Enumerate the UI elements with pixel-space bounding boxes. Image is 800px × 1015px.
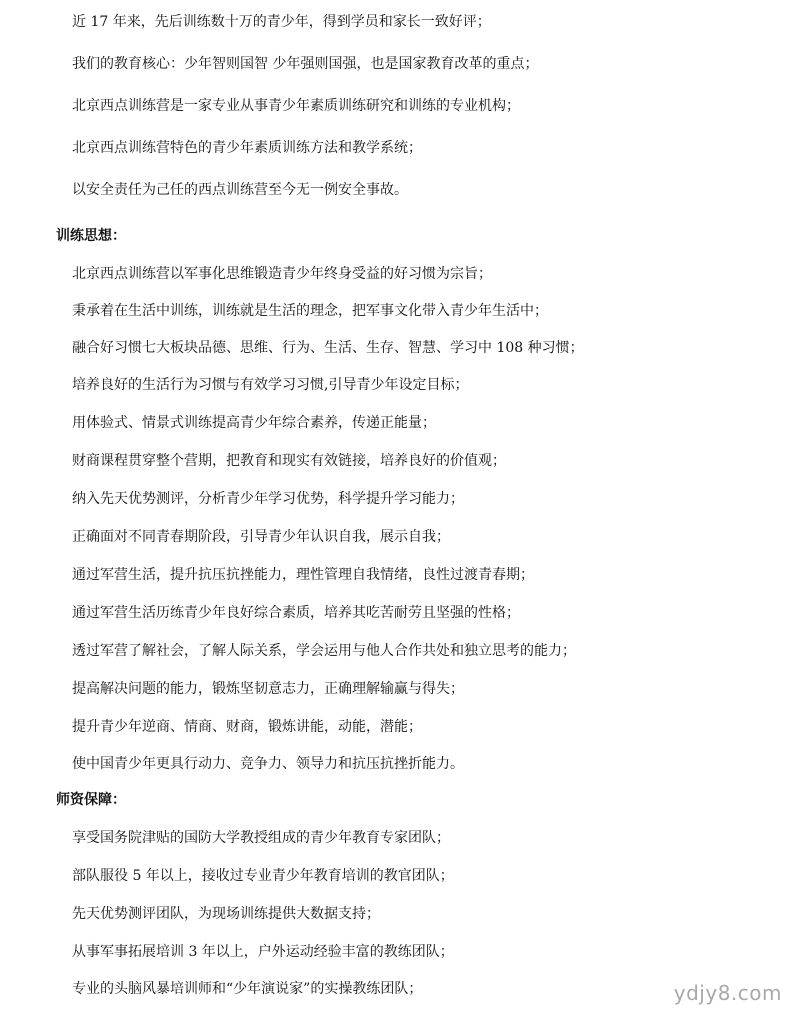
training-line-2: 秉承着在生活中训练，训练就是生活的理念，把军事文化带入青少年生活中；	[72, 303, 548, 319]
training-line-3: 融合好习惯七大板块品德、思维、行为、生活、生存、智慧、学习中 108 种习惯；	[72, 340, 584, 356]
training-heading: 训练思想：	[56, 228, 126, 244]
training-line-13: 提升青少年逆商、情商、财商，锻炼讲能，动能，潜能；	[72, 719, 422, 735]
faculty-line-4: 从事军事拓展培训 3 年以上，户外运动经验丰富的教练团队；	[72, 944, 454, 960]
training-line-14: 使中国青少年更具行动力、竞争力、领导力和抗压抗挫折能力。	[72, 756, 464, 772]
intro-line-5: 以安全责任为己任的西点训练营至今无一例安全事故。	[72, 182, 408, 198]
training-line-1: 北京西点训练营以军事化思维锻造青少年终身受益的好习惯为宗旨；	[72, 266, 492, 282]
training-line-4: 培养良好的生活行为习惯与有效学习习惯,引导青少年设定目标；	[72, 377, 469, 393]
training-line-11: 透过军营了解社会，了解人际关系，学会运用与他人合作共处和独立思考的能力；	[72, 643, 576, 659]
training-line-8: 正确面对不同青春期阶段，引导青少年认识自我，展示自我；	[72, 529, 450, 545]
training-line-10: 通过军营生活历练青少年良好综合素质，培养其吃苦耐劳且坚强的性格；	[72, 605, 520, 621]
training-line-5: 用体验式、情景式训练提高青少年综合素养，传递正能量；	[72, 415, 436, 431]
training-line-12: 提高解决问题的能力，锻炼坚韧意志力，正确理解输赢与得失；	[72, 681, 464, 697]
faculty-line-2: 部队服役 5 年以上，接收过专业青少年教育培训的教官团队；	[72, 868, 454, 884]
training-line-6: 财商课程贯穿整个营期，把教育和现实有效链接，培养良好的价值观；	[72, 453, 506, 469]
faculty-heading: 师资保障：	[56, 792, 126, 808]
intro-line-2: 我们的教育核心：少年智则国智 少年强则国强，也是国家教育改革的重点；	[72, 56, 539, 72]
intro-line-4: 北京西点训练营特色的青少年素质训练方法和教学系统；	[72, 140, 422, 156]
faculty-line-1: 享受国务院津贴的国防大学教授组成的青少年教育专家团队；	[72, 830, 450, 846]
training-line-7: 纳入先天优势测评，分析青少年学习优势，科学提升学习能力；	[72, 491, 464, 507]
faculty-line-5: 专业的头脑风暴培训师和“少年演说家”的实操教练团队；	[72, 981, 423, 997]
faculty-line-3: 先天优势测评团队，为现场训练提供大数据支持；	[72, 906, 380, 922]
intro-line-3: 北京西点训练营是一家专业从事青少年素质训练研究和训练的专业机构；	[72, 98, 520, 114]
training-line-9: 通过军营生活，提升抗压抗挫能力，理性管理自我情绪，良性过渡青春期；	[72, 567, 534, 583]
site-watermark: ydjy8.com	[673, 981, 782, 1005]
intro-line-1: 近 17 年来，先后训练数十万的青少年，得到学员和家长一致好评；	[72, 14, 491, 30]
